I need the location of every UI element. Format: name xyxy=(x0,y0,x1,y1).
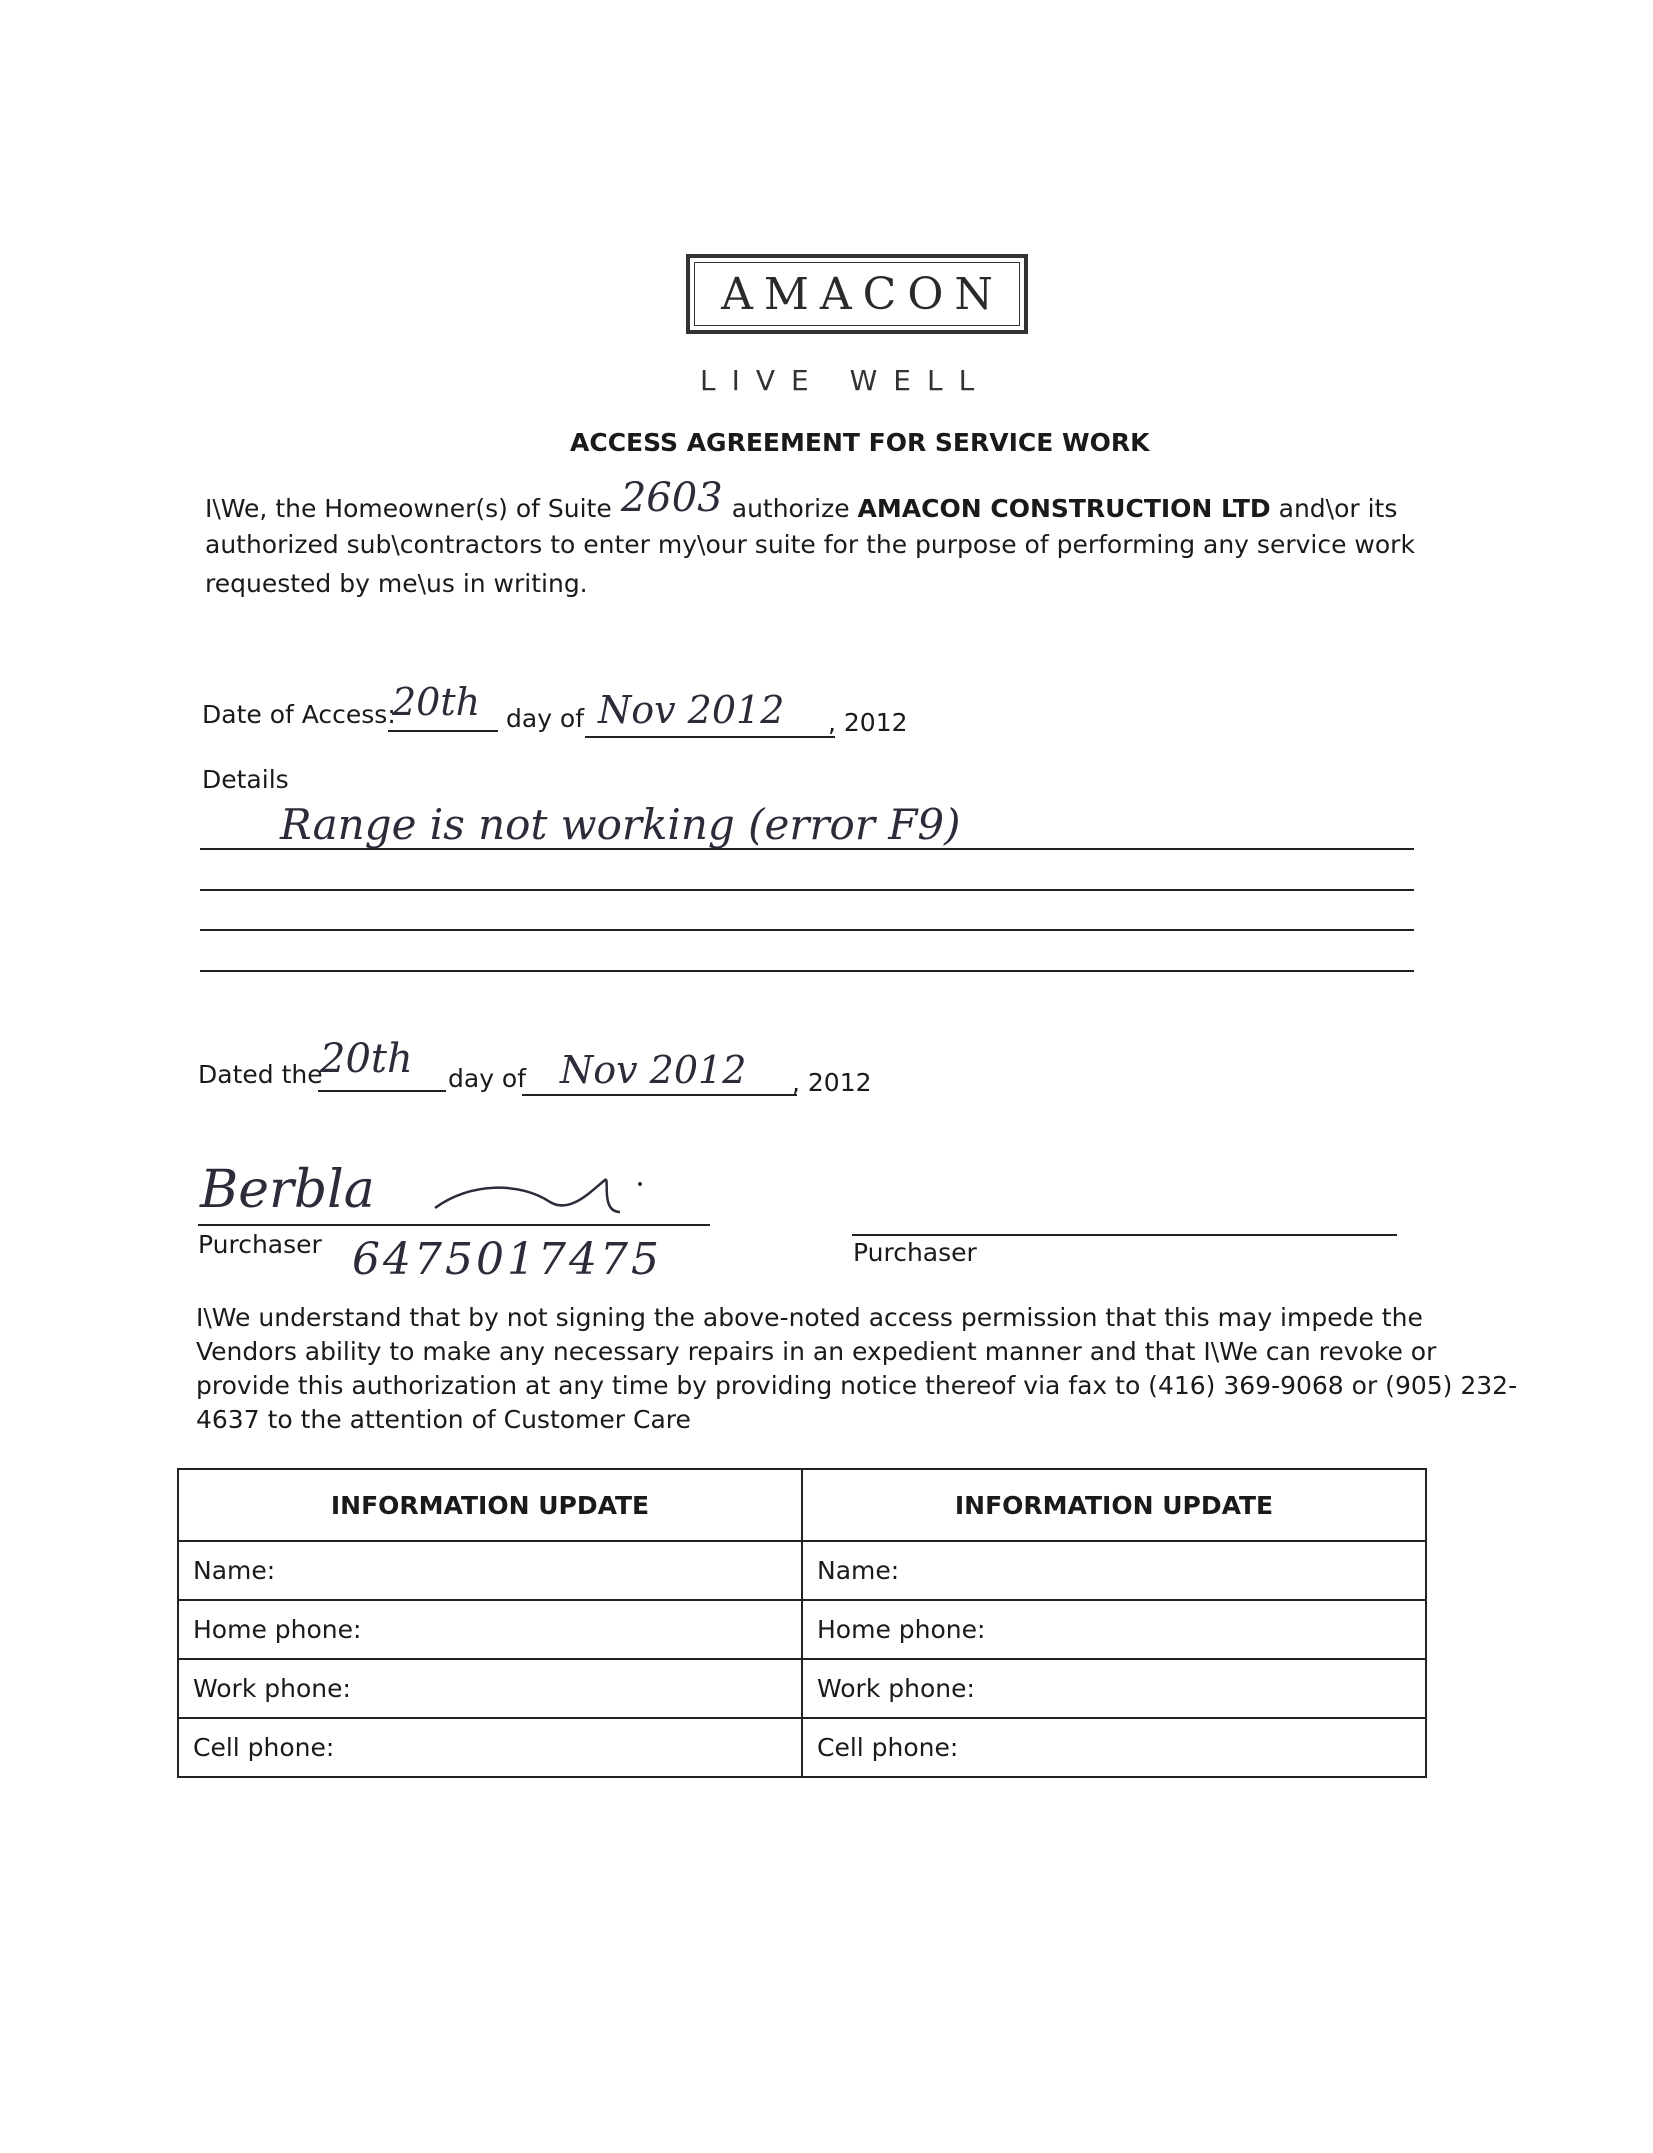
logo-tagline: LIVE WELL xyxy=(700,364,991,397)
information-update-table xyxy=(177,1468,1427,1778)
home-phone-field-right: Home phone: xyxy=(802,1600,1426,1659)
authorization-suffix: and\or its xyxy=(1278,494,1398,523)
notice-line-2: Vendors ability to make any necessary repairs in an expedient manner and that I\We can revoke or xyxy=(196,1337,1437,1366)
purchaser-signature-line-left xyxy=(198,1224,710,1226)
table-row xyxy=(178,1541,1426,1600)
authorization-mid: authorize xyxy=(731,494,850,523)
details-line-4 xyxy=(200,970,1414,972)
table-row xyxy=(178,1600,1426,1659)
dated-month-value: Nov 2012 xyxy=(560,1048,747,1092)
signature-flourish-icon xyxy=(430,1172,670,1222)
dated-month-line xyxy=(522,1094,797,1096)
suite-number: 2603 xyxy=(620,475,723,521)
table-header-right: INFORMATION UPDATE xyxy=(802,1469,1426,1541)
company-name: AMACON CONSTRUCTION LTD xyxy=(857,494,1271,523)
work-phone-field-left: Work phone: xyxy=(178,1659,802,1718)
logo-brand: AMACON xyxy=(721,268,1004,320)
details-label: Details xyxy=(202,765,289,794)
access-month-value: Nov 2012 xyxy=(598,688,785,732)
authorization-line-1 xyxy=(205,475,1398,527)
purchaser-signature-line-right xyxy=(852,1234,1397,1236)
company-logo xyxy=(686,254,1028,334)
work-phone-field-right: Work phone: xyxy=(802,1659,1426,1718)
cell-phone-field-right: Cell phone: xyxy=(802,1718,1426,1777)
access-date-label: Date of Access: xyxy=(202,700,396,729)
access-day-of-label: day of xyxy=(506,704,585,733)
purchaser-label-right: Purchaser xyxy=(853,1238,977,1267)
authorization-prefix: I\We, the Homeowner(s) of Suite xyxy=(205,494,612,523)
access-day-line xyxy=(388,730,498,732)
details-line-1 xyxy=(200,848,1414,850)
table-header-left: INFORMATION UPDATE xyxy=(178,1469,802,1541)
dated-day-value: 20th xyxy=(320,1036,413,1082)
access-year: , 2012 xyxy=(828,708,908,737)
table-row xyxy=(178,1718,1426,1777)
access-month-line xyxy=(585,736,835,738)
cell-phone-field-left: Cell phone: xyxy=(178,1718,802,1777)
details-line-3 xyxy=(200,929,1414,931)
purchaser-phone: 6475017475 xyxy=(352,1234,662,1285)
page-title: ACCESS AGREEMENT FOR SERVICE WORK xyxy=(570,428,1150,457)
details-value: Range is not working (error F9) xyxy=(280,800,961,849)
dated-label: Dated the xyxy=(198,1060,323,1089)
notice-line-3: provide this authorization at any time by providing notice thereof via fax to (416) 369-9068 or (905) 232- xyxy=(196,1371,1518,1400)
notice-line-1: I\We understand that by not signing the above-noted access permission that this may impede the xyxy=(196,1303,1423,1332)
purchaser-signature: Berbla xyxy=(200,1160,375,1220)
dated-day-of-label: day of xyxy=(448,1064,527,1093)
authorization-line-2: authorized sub\contractors to enter my\our suite for the purpose of performing any service work xyxy=(205,530,1415,559)
dated-year: , 2012 xyxy=(792,1068,872,1097)
name-field-right: Name: xyxy=(802,1541,1426,1600)
table-row xyxy=(178,1659,1426,1718)
dated-day-line xyxy=(318,1090,446,1092)
details-line-2 xyxy=(200,889,1414,891)
notice-line-4: 4637 to the attention of Customer Care xyxy=(196,1405,691,1434)
purchaser-label-left: Purchaser xyxy=(198,1230,322,1259)
authorization-line-3: requested by me\us in writing. xyxy=(205,569,588,598)
table-header-row xyxy=(178,1469,1426,1541)
name-field-left: Name: xyxy=(178,1541,802,1600)
access-day-value: 20th xyxy=(392,680,481,724)
home-phone-field-left: Home phone: xyxy=(178,1600,802,1659)
